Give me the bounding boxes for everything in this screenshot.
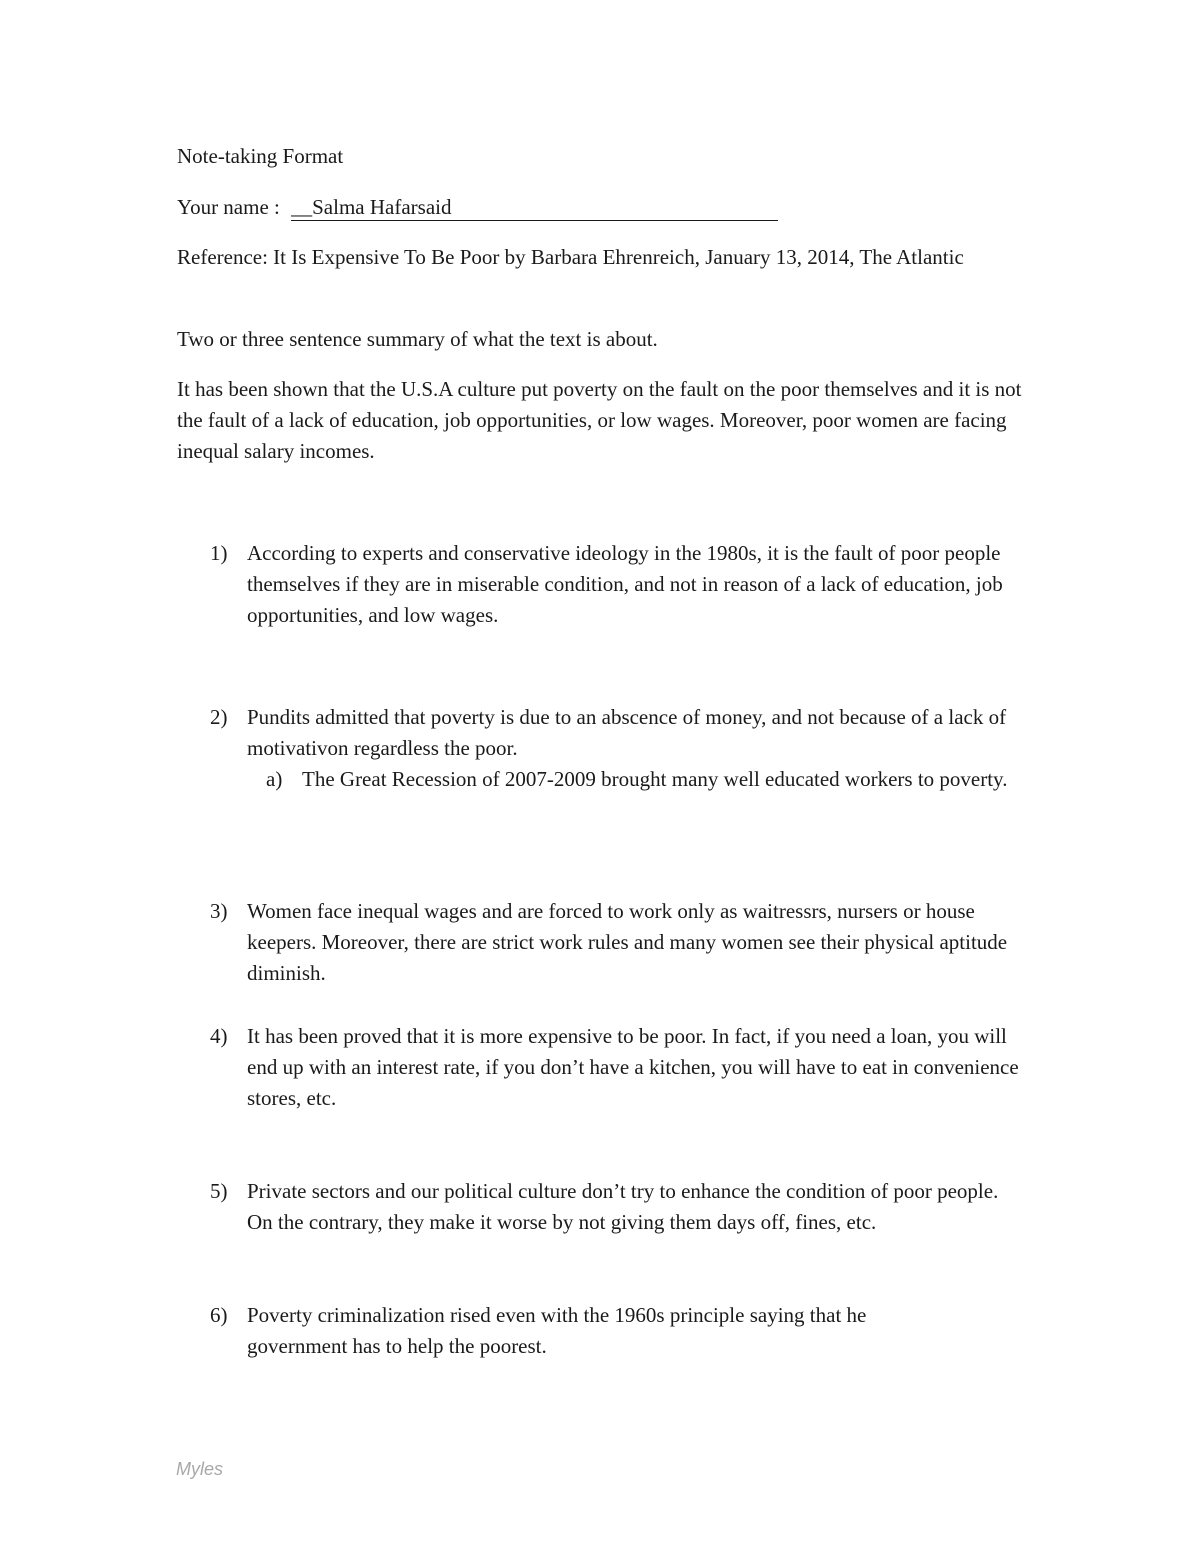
point-text: Women face inequal wages and are forced to work only as waitressrs, nursers or house keepers. Moreover, there are strict work rules and many women see their physical aptitude diminish.: [247, 899, 1008, 985]
point-item-4: [210, 1021, 1040, 1114]
point-item-3: [210, 896, 1040, 989]
summary-prompt: Two or three sentence summary of what the text is about.: [177, 327, 658, 351]
point-item-1: [210, 538, 1040, 631]
point-text: According to experts and conservative ideology in the 1980s, it is the fault of poor people themselves if they are in miserable condition, and not in reason of a lack of education, job opportunities, and low wages.: [247, 541, 1003, 627]
name-label: Your name :: [177, 195, 280, 219]
point-number: 4): [210, 1024, 228, 1048]
name-value: __Salma Hafarsaid: [291, 195, 778, 221]
point-text: Pundits admitted that poverty is due to an abscence of money, and not because of a lack of motivativon regardless the poor.: [247, 705, 1007, 760]
sub-point-text: The Great Recession of 2007-2009 brought many well educated workers to poverty.: [302, 767, 1008, 791]
point-number: 1): [210, 541, 228, 565]
reference-text: Reference: It Is Expensive To Be Poor by Barbara Ehrenreich, January 13, 2014, The Atlantic: [177, 245, 964, 269]
sub-point-number: a): [266, 767, 283, 791]
name-row: [177, 192, 778, 223]
point-text: Private sectors and our political culture don’t try to enhance the condition of poor people. On the contrary, they make it worse by not giving them days off, fines, etc.: [247, 1179, 999, 1234]
summary-text: It has been shown that the U.S.A culture put poverty on the fault on the poor themselves and it is not the fault of a lack of education, job opportunities, or low wages. Moreover, poor women are facing inequal salary incomes.: [177, 377, 1022, 463]
point-item-6: [210, 1300, 1040, 1362]
point-item-2: [210, 702, 1040, 764]
point-number: 6): [210, 1303, 228, 1327]
point-text: Poverty criminalization rised even with the 1960s principle saying that he government has to help the poorest.: [247, 1303, 867, 1358]
point-item-5: [210, 1176, 1040, 1238]
point-text: It has been proved that it is more expensive to be poor. In fact, if you need a loan, you will end up with an interest rate, if you don’t have a kitchen, you will have to eat in convenience stores, etc.: [247, 1024, 1019, 1110]
sub-point-item-2a: [266, 764, 1036, 795]
document-title: Note-taking Format: [177, 144, 344, 168]
footer-author: Myles: [176, 1459, 224, 1479]
point-number: 2): [210, 705, 228, 729]
point-number: 3): [210, 899, 228, 923]
point-number: 5): [210, 1179, 228, 1203]
